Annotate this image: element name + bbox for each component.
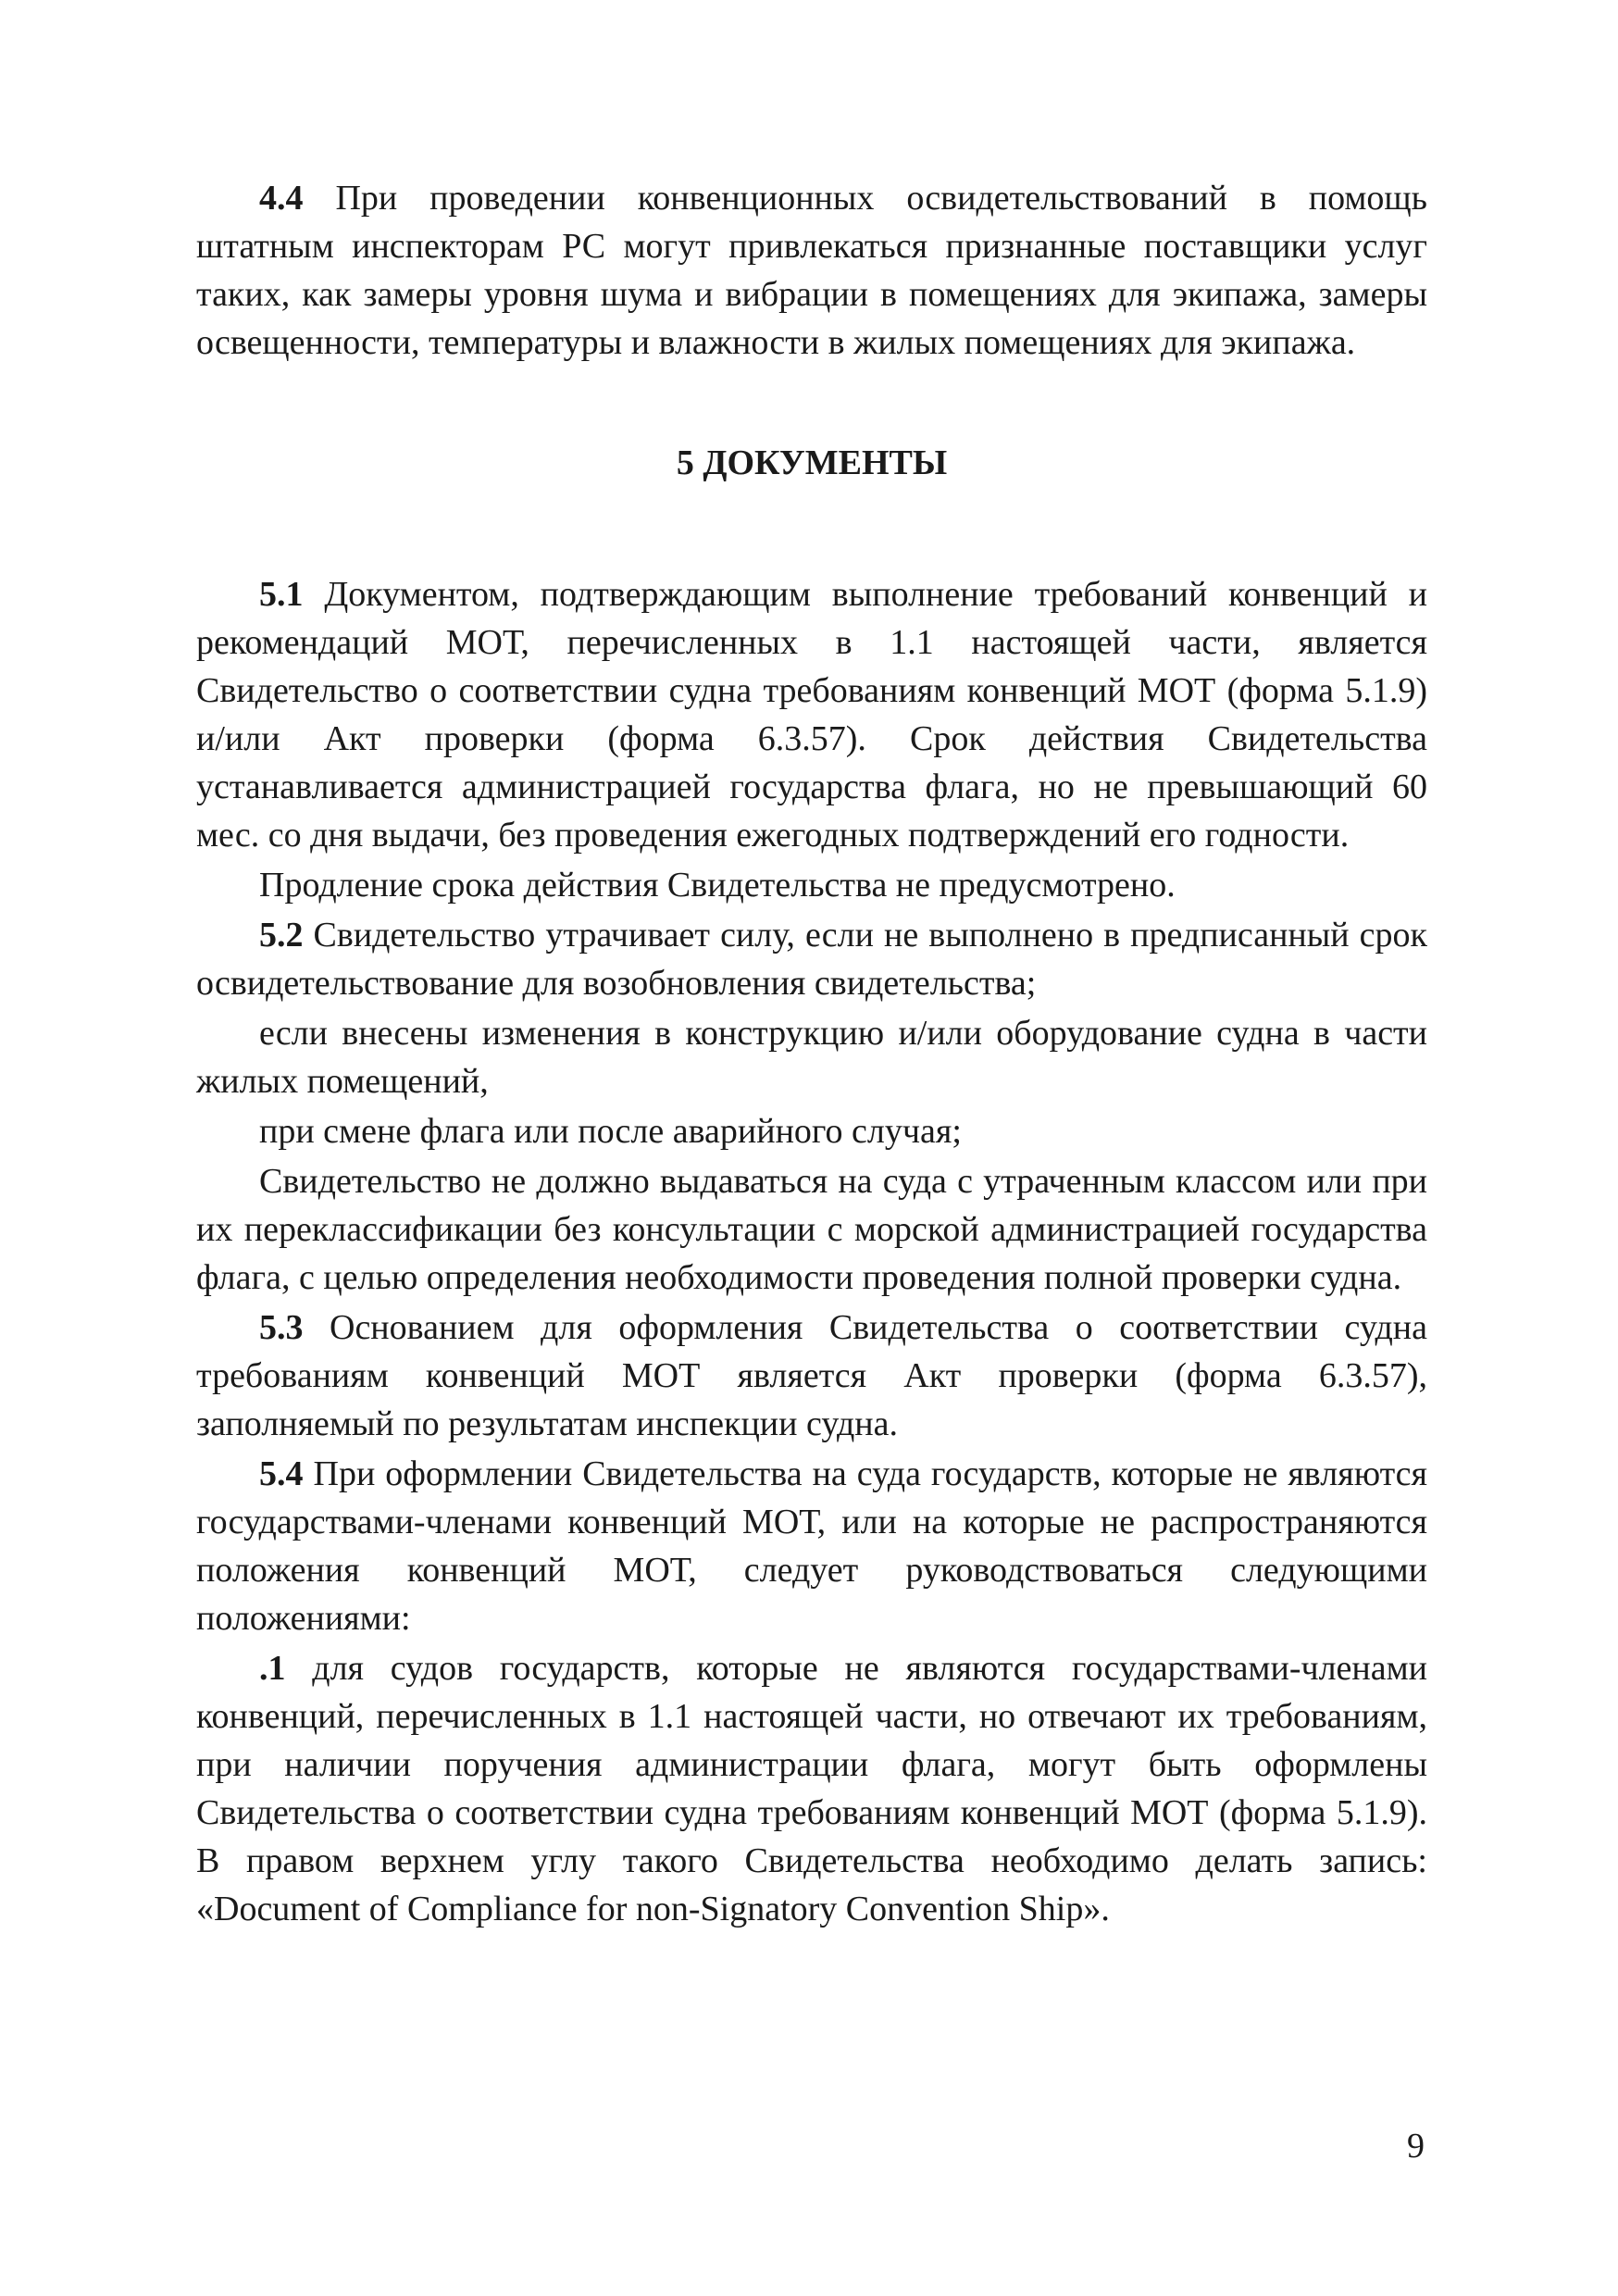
paragraph-number: .1 bbox=[259, 1649, 286, 1688]
page-number: 9 bbox=[1407, 2127, 1425, 2165]
paragraph-5-2-construction: если внесены изменения в конструкцию и/или оборудование судна в части жилых помещений, bbox=[196, 1014, 1427, 1101]
paragraph-number: 4.4 bbox=[259, 179, 304, 218]
paragraph-text: При проведении конвенционных освидетельствований в помощь штатным инспекторам РС могут привлекаться признанные поставщики услуг таких, как замеры уровня шума и вибрации в помещениях для экипажа, замеры освещенности, температуры и влажности в жилых помещениях для экипажа. bbox=[196, 179, 1427, 362]
paragraph-number: 5.1 bbox=[259, 575, 304, 614]
document-page bbox=[196, 174, 1427, 1935]
paragraph-5-1 bbox=[196, 570, 1427, 859]
paragraph-number: 5.3 bbox=[259, 1308, 304, 1347]
paragraph-5-3 bbox=[196, 1304, 1427, 1448]
paragraph-4-4 bbox=[196, 174, 1427, 367]
paragraph-text: для судов государств, которые не являются государствами-членами конвенций, перечисленных в 1.1 настоящей части, но отвечают их требованиям, при наличии поручения администрации флага, могут быть оформлены Свидетельства о соответствии судна требованиям конвенций МОТ (форма 5.1.9). В правом верхнем углу такого Свидетельства необходимо делать запись: «Document of Compliance for non-Signatory Convention Ship». bbox=[196, 1649, 1427, 1928]
paragraph-5-2-flag: при смене флага или после аварийного случая; bbox=[259, 1112, 962, 1151]
paragraph-number: 5.4 bbox=[259, 1454, 304, 1493]
paragraph-5-2-class: Свидетельство не должно выдаваться на суда с утраченным классом или при их переклассификации без консультации с морской администрацией государства флага, с целью определения необходимости проведения полной проверки судна. bbox=[196, 1162, 1427, 1297]
paragraph-text: При оформлении Свидетельства на суда государств, которые не являются государствами-членами конвенций МОТ, или на которые не распространяются положения конвенций МОТ, следует руководствоваться следующими положениями: bbox=[196, 1454, 1427, 1638]
paragraph-number: 5.2 bbox=[259, 916, 304, 955]
paragraph-5-2 bbox=[196, 911, 1427, 1007]
paragraph-text: Свидетельство утрачивает силу, если не выполнено в предписанный срок освидетельствование для возобновления свидетельства; bbox=[196, 916, 1427, 1003]
paragraph-text: Основанием для оформления Свидетельства о соответствии судна требованиям конвенций МОТ является Акт проверки (форма 6.3.57), заполняемый по результатам инспекции судна. bbox=[196, 1308, 1427, 1443]
paragraph-5-4-1 bbox=[196, 1644, 1427, 1933]
paragraph-5-4 bbox=[196, 1450, 1427, 1642]
paragraph-5-1-extension: Продление срока действия Свидетельства не предусмотрено. bbox=[259, 866, 1176, 905]
paragraph-text: Документом, подтверждающим выполнение требований конвенций и рекомендаций МОТ, перечисленных в 1.1 настоящей части, является Свидетельство о соответствии судна требованиям конвенций МОТ (форма 5.1.9) и/или Акт проверки (форма 6.3.57). Срок действия Свидетельства устанавливается администрацией государства флага, но не превышающий 60 мес. со дня выдачи, без проведения ежегодных подтверждений его годности. bbox=[196, 575, 1427, 855]
section-heading: 5 ДОКУМЕНТЫ bbox=[676, 443, 948, 482]
